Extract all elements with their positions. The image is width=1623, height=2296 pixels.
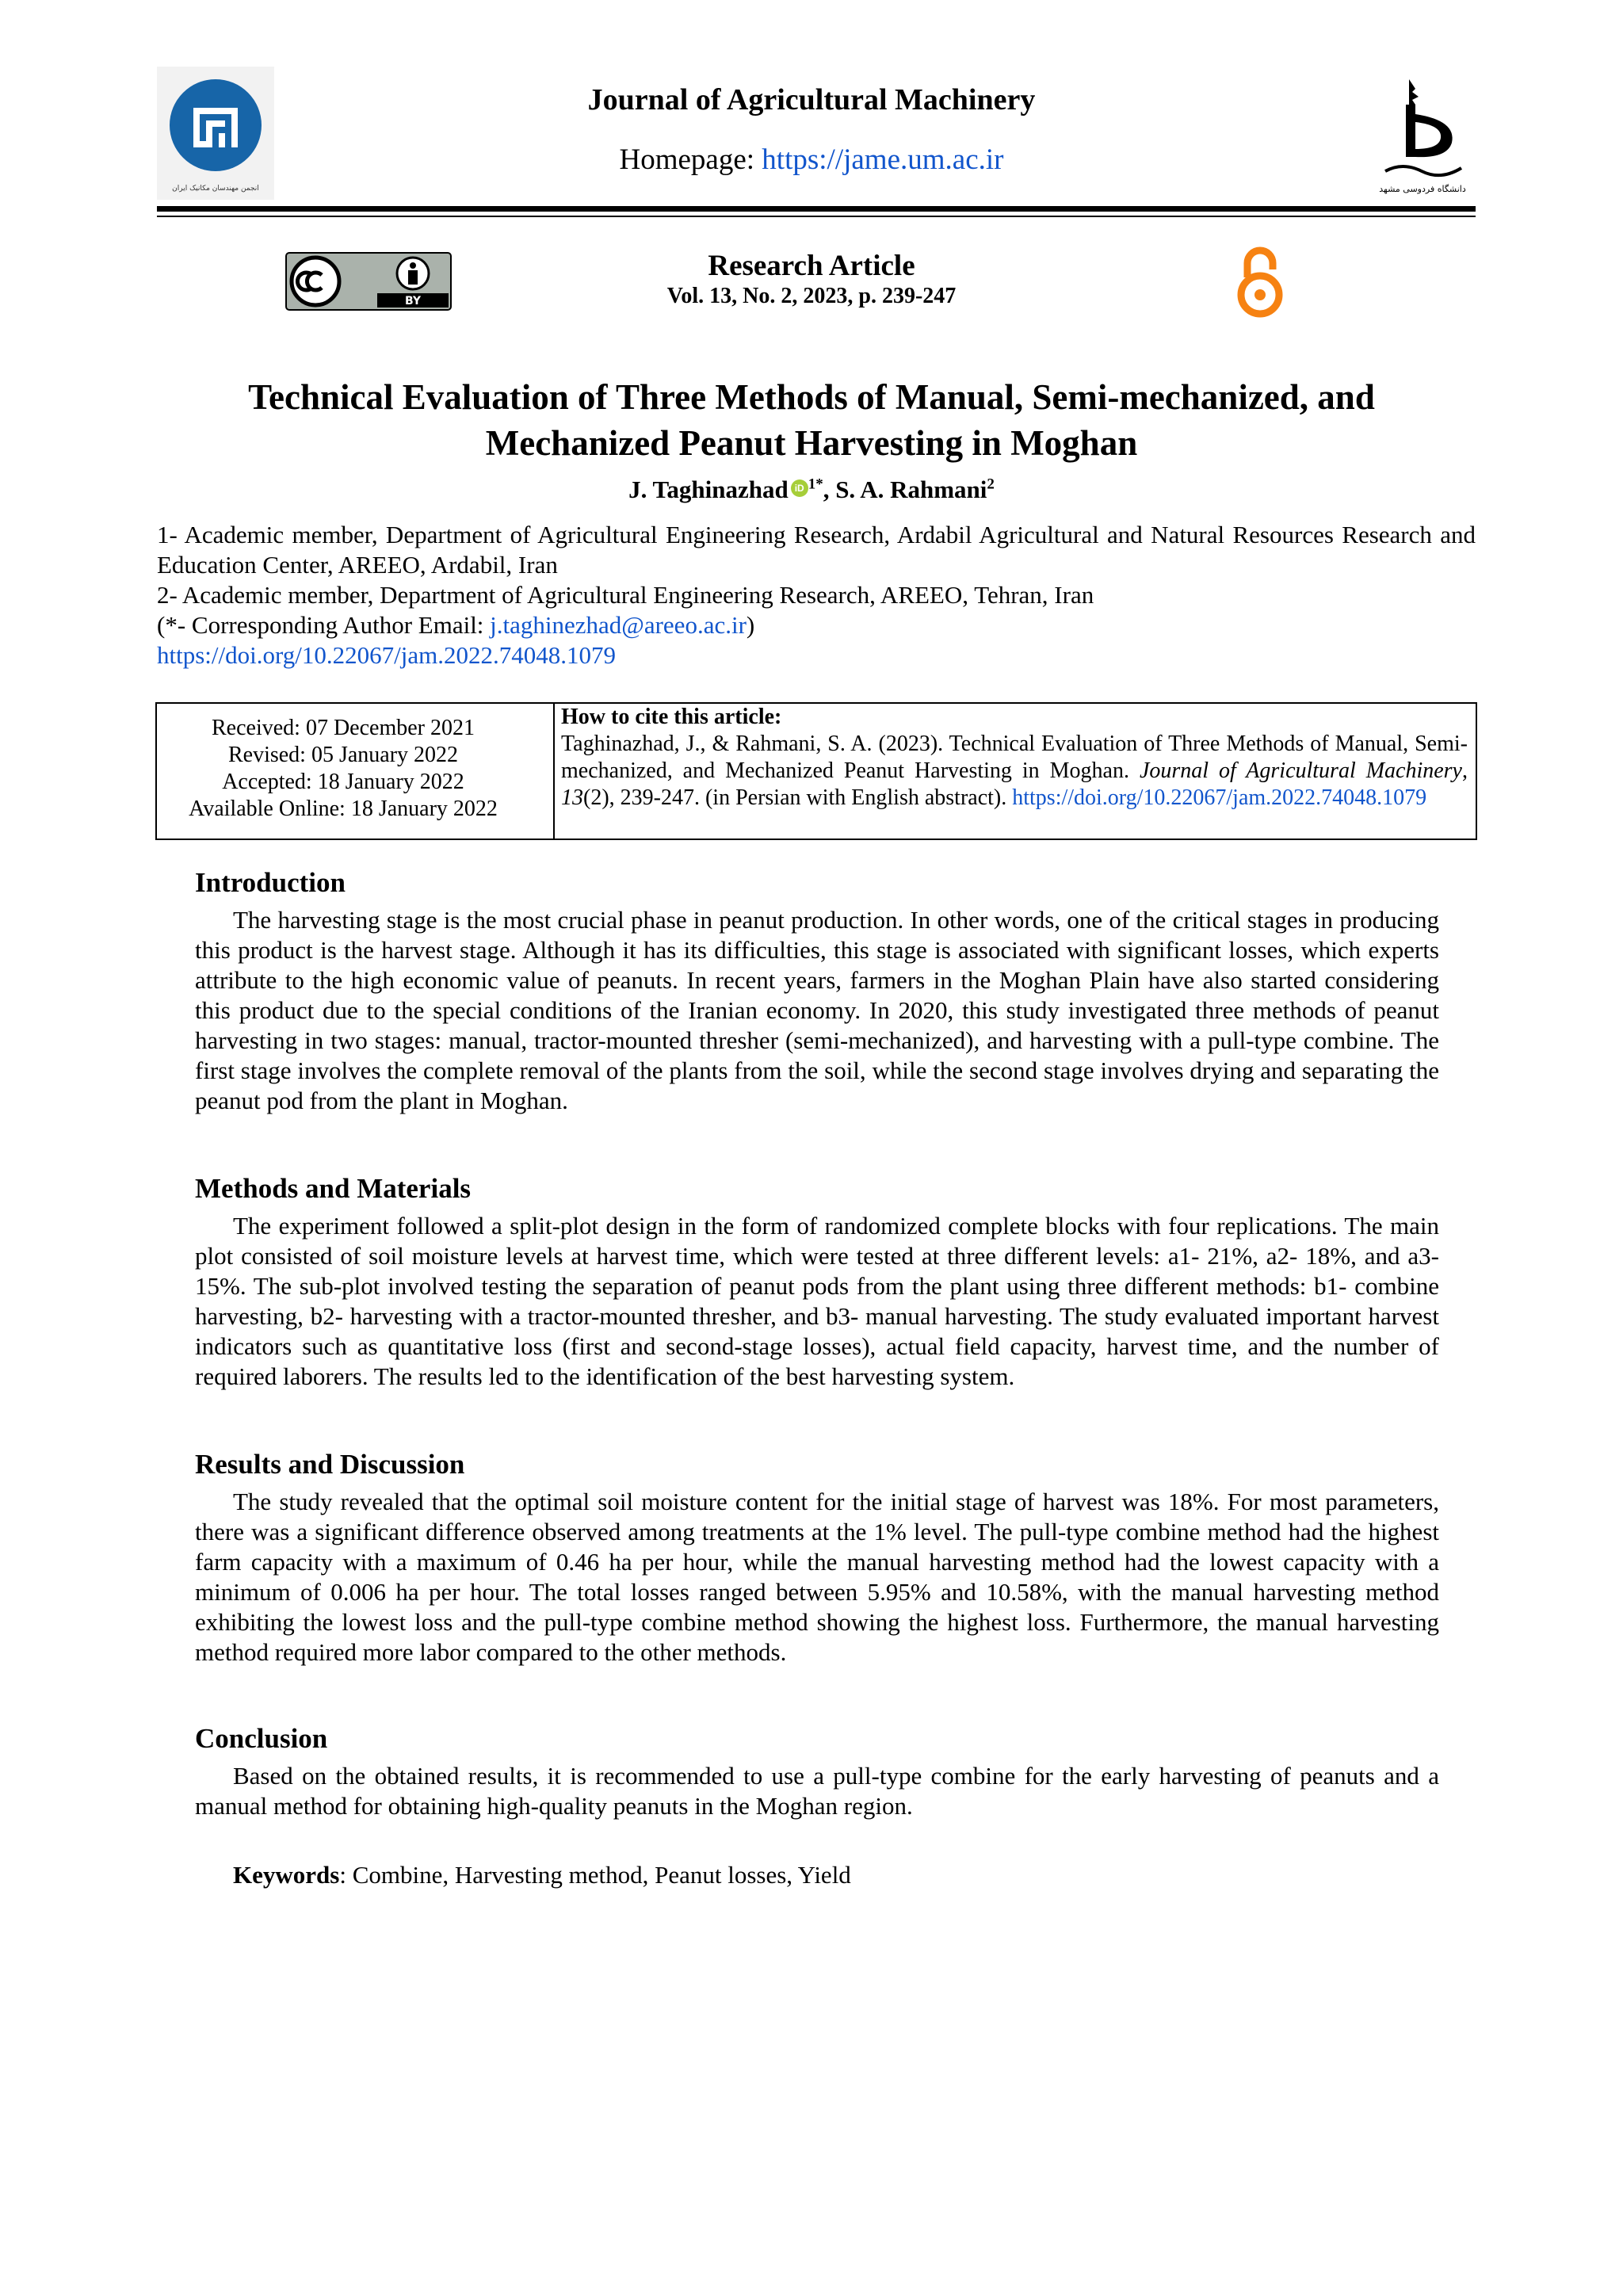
- citation-text: [561, 731, 1468, 812]
- box-divider: [553, 704, 555, 839]
- homepage-label: Homepage:: [619, 143, 755, 176]
- section-introduction: [195, 865, 1439, 1116]
- citation-part-b: ,: [1462, 758, 1468, 783]
- volume-info: Vol. 13, No. 2, 2023, p. 239-247: [666, 284, 957, 308]
- article-info-box: [155, 702, 1477, 840]
- affiliation-1: 1- Academic member, Department of Agricultural Engineering Research, Ardabil Agricultural and Natural Resources Research and Education Center, AREEO, Ardabil, Iran: [157, 521, 1476, 579]
- section-results: [195, 1447, 1439, 1668]
- citation-doi-link[interactable]: https://doi.org/10.22067/jam.2022.74048.1079: [1012, 785, 1427, 810]
- conclusion-text: Based on the obtained results, it is recommended to use a pull-type combine for the early harvesting of peanuts and a manual method for obtaining high-quality peanuts in the Moghan region.: [195, 1762, 1439, 1820]
- homepage-link[interactable]: https://jame.um.ac.ir: [762, 143, 1004, 176]
- affiliations: [157, 520, 1476, 670]
- corr-email-link[interactable]: j.taghinezhad@areeo.ac.ir: [490, 611, 747, 639]
- citation-part-c: (2), 239-247. (in Persian with English abstract).: [583, 785, 1007, 810]
- results-heading: Results and Discussion: [195, 1449, 465, 1480]
- university-logo: [1379, 73, 1466, 200]
- date-received: Received: 07 December 2021: [212, 716, 475, 740]
- article-type: Research Article: [708, 250, 915, 282]
- section-conclusion: [195, 1721, 1439, 1821]
- dates-column: [157, 715, 529, 823]
- cc-by-label: BY: [404, 295, 422, 308]
- citation-heading: How to cite this article:: [561, 705, 782, 729]
- date-revised: Revised: 05 January 2022: [227, 743, 459, 767]
- author-2-affil: 2: [987, 476, 995, 493]
- corr-prefix: (*- Corresponding Author Email:: [157, 611, 491, 639]
- logo-right-caption: دانشگاه فردوسی مشهد: [1379, 184, 1466, 194]
- keywords-label: Keywords: [233, 1861, 340, 1889]
- corr-suffix: ): [746, 611, 755, 639]
- paper-title-line1: Technical Evaluation of Three Methods of Manual, Semi-mechanized, and: [248, 377, 1375, 417]
- date-accepted: Accepted: 18 January 2022: [222, 770, 464, 794]
- doi-link[interactable]: https://doi.org/10.22067/jam.2022.74048.1079: [157, 641, 616, 669]
- citation-part-a: Taghinazhad, J., & Rahmani, S. A. (2023). Technical Evaluation of Three Methods of Manual, Semi-mechanized, and Mechanized Peanut Harvesting in Moghan.: [561, 732, 1468, 783]
- conclusion-heading: Conclusion: [195, 1723, 328, 1754]
- keywords: [233, 1861, 851, 1889]
- affiliation-2: 2- Academic member, Department of Agricultural Engineering Research, AREEO, Tehran, Iran: [157, 581, 1094, 609]
- corresponding-author: [157, 610, 1476, 640]
- author-2: , S. A. Rahmani: [823, 476, 987, 503]
- journal-title: Journal of Agricultural Machinery: [587, 83, 1036, 117]
- author-1: J. Taghinazhad: [628, 476, 789, 503]
- citation-volume: 13: [561, 785, 583, 810]
- methods-text: The experiment followed a split-plot design in the form of randomized complete blocks with four replications. The main plot consisted of soil moisture levels at harvest time, which were tested at three different levels: a1- 21%, a2- 18%, and a3- 15%. The sub-plot involved testing the separation of peanut pods from the plant using three different methods: b1- combine harvesting, b2- harvesting with a tractor-mounted thresher, and b3- manual harvesting. The study evaluated important harvest indicators such as quantitative loss (first and second-stage losses), actual field capacity, harvest time, and the number of required laborers. The results led to the identification of the best harvesting system.: [195, 1212, 1439, 1390]
- section-methods: [195, 1171, 1439, 1392]
- date-online: Available Online: 18 January 2022: [189, 797, 498, 821]
- paper-title-line2: Mechanized Peanut Harvesting in Moghan: [485, 423, 1138, 463]
- results-text: The study revealed that the optimal soil moisture content for the initial stage of harvest was 18%. For most parameters, there was a significant difference observed among treatments at the 1% level. The pull-type combine method had the highest farm capacity with a maximum of 0.46 ha per hour, while the manual harvesting method had the lowest capacity with a minimum of 0.006 ha per hour. The total losses ranged between 5.95% and 10.58%, with the manual harvesting method exhibiting the lowest loss and the pull-type combine method showing the highest loss. Furthermore, the manual harvesting method required more labor compared to the other methods.: [195, 1488, 1439, 1666]
- introduction-text: The harvesting stage is the most crucial phase in peanut production. In other words, one of the critical stages in producing this product is the harvest stage. Although it has its difficulties, this stage is associated with significant losses, which experts attribute to the high economic value of peanuts. In recent years, farmers in the Moghan Plain have also started considering this product due to the special conditions of the Iranian economy. In 2020, this study investigated three methods of peanut harvesting in two stages: manual, tractor-mounted thresher (semi-mechanized), and harvesting with a pull-type combine. The first stage involves the complete removal of the plants from the soil, while the second stage involves drying and separating the peanut pod from the plant in Moghan.: [195, 906, 1439, 1114]
- header-rule-thin: [157, 216, 1476, 217]
- logo-left-caption: انجمن مهندسان مکانیک ایران: [172, 185, 259, 193]
- header-rule: [157, 206, 1476, 212]
- author-1-affil: 1*: [808, 476, 823, 493]
- citation-column: [561, 704, 1468, 812]
- paper-title: [127, 374, 1496, 466]
- citation-journal: Journal of Agricultural Machinery: [1139, 758, 1462, 783]
- open-access-icon: [1236, 246, 1284, 319]
- methods-heading: Methods and Materials: [195, 1173, 472, 1204]
- introduction-heading: Introduction: [195, 867, 346, 898]
- orcid-icon[interactable]: iD: [791, 479, 808, 497]
- keywords-text: : Combine, Harvesting method, Peanut losses, Yield: [339, 1861, 851, 1889]
- author-list: [0, 476, 1623, 504]
